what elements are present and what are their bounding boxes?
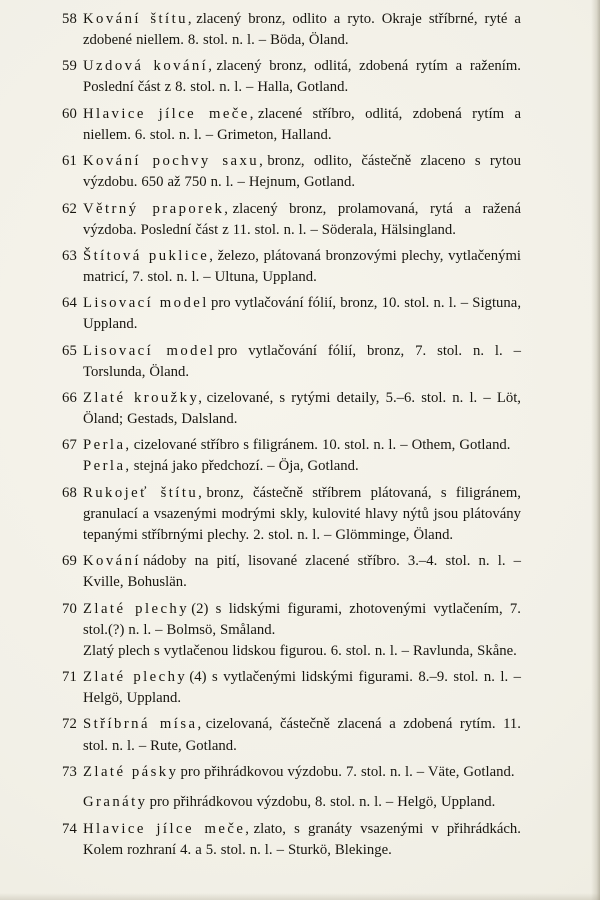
subentry-description: Zlatý plech s vytlačenou lidskou figurou. 6. stol. n. l. – Ravlunda, Skåne. <box>83 642 517 659</box>
catalogue-entry <box>62 56 521 98</box>
catalogue-entry <box>62 667 521 709</box>
entry-number: 65 <box>62 342 77 359</box>
entry-number: 58 <box>62 11 77 27</box>
entry-headword: Štítová puklice, <box>83 247 216 264</box>
entry-number: 74 <box>62 820 77 837</box>
entry-subparagraph <box>83 641 521 662</box>
entry-headword: Větrný praporek, <box>83 200 231 217</box>
entry-headword: Kování pochvy saxu, <box>83 153 266 170</box>
catalogue-entry <box>62 551 521 593</box>
entry-headword: Hlavice jílce meče, <box>83 105 256 122</box>
entry-headword: Kování štítu, <box>83 11 195 27</box>
entry-text <box>83 293 521 335</box>
entry-text <box>83 151 521 193</box>
entry-description: pro vytlačování fólií, bronz, 7. stol. n. l. – Torslunda, Öland. <box>83 342 521 380</box>
catalogue-entry <box>62 388 521 430</box>
entry-text <box>83 341 521 383</box>
scan-edge-right <box>591 0 600 900</box>
entry-headword: Kování <box>83 553 141 570</box>
entry-number: 62 <box>62 200 77 217</box>
subentry-description: pro přihrádkovou výzdobu, 8. stol. n. l. – Helgö, Uppland. <box>149 794 496 811</box>
entry-number: 69 <box>62 553 77 570</box>
entry-description: zlacený bronz, odlito a ryto. Okraje stříbrné, ryté a zdobené niellem. 8. stol. n. l. – Böda, Öland. <box>83 11 521 49</box>
catalogue-entry-list <box>62 9 521 861</box>
catalogue-entry <box>62 341 521 383</box>
catalogue-entry <box>62 104 521 146</box>
entry-headword: Zlaté pásky <box>83 763 179 780</box>
entry-description: cizelovaná, částečně zlacená a zdobená rytím. 11. stol. n. l. – Rute, Gotland. <box>83 716 521 754</box>
subentry-headword: Granáty <box>83 794 148 811</box>
entry-text <box>83 435 521 456</box>
catalogue-entry <box>62 293 521 335</box>
entry-text <box>83 104 521 146</box>
entry-description: pro přihrádkovou výzdobu. 7. stol. n. l. – Väte, Gotland. <box>180 763 515 780</box>
entry-headword: Lisovací model <box>83 342 216 359</box>
entry-headword: Zlaté plechy <box>83 600 189 617</box>
entry-number: 64 <box>62 295 77 312</box>
entry-description: nádoby na pití, lisované zlacené stříbro. 3.–4. stol. n. l. – Kville, Bohuslän. <box>83 553 521 591</box>
entry-number: 59 <box>62 58 77 75</box>
entry-number: 60 <box>62 105 77 122</box>
entry-number: 70 <box>62 600 77 617</box>
scan-edge-bottom <box>0 893 600 900</box>
entry-number: 72 <box>62 716 77 733</box>
entry-number: 68 <box>62 484 77 501</box>
entry-headword: Uzdová kování, <box>83 58 215 75</box>
entry-subparagraph <box>83 456 521 477</box>
entry-text <box>83 9 521 51</box>
entry-description: (4) s vytlačenými lidskými figurami. 8.–9. stol. n. l. – Helgö, Uppland. <box>83 669 521 707</box>
entry-number: 63 <box>62 247 77 264</box>
entry-description: cizelované stříbro s filigránem. 10. stol. n. l. – Othem, Gotland. <box>133 437 511 454</box>
catalogue-entry <box>62 9 521 51</box>
entry-number: 67 <box>62 437 77 454</box>
entry-headword: Rukojeť štítu, <box>83 484 205 501</box>
entry-headword: Perla, <box>83 437 132 454</box>
entry-text <box>83 483 521 546</box>
catalogue-entry <box>62 483 521 546</box>
catalogue-entry <box>62 762 521 814</box>
entry-text <box>83 551 521 593</box>
subentry-headword: Perla, <box>83 458 132 475</box>
entry-text <box>83 388 521 430</box>
entry-headword: Zlaté plechy <box>83 669 188 686</box>
entry-number: 71 <box>62 669 77 686</box>
entry-text <box>83 56 521 98</box>
entry-description: (2) s lidskými figurami, zhotovenými vytlačením, 7. stol.(?) n. l. – Bolmsö, Småland. <box>83 600 521 638</box>
entry-headword: Zlaté kroužky, <box>83 390 205 406</box>
entry-text <box>83 199 521 241</box>
catalogue-entry <box>62 246 521 288</box>
entry-description: zlacený bronz, odlitá, zdobená rytím a ražením. Poslední část z 8. stol. n. l. – Halla, Gotland. <box>83 58 521 96</box>
subentry-description: stejná jako předchozí. – Öja, Gotland. <box>133 458 359 475</box>
entry-description: bronz, částečně stříbrem plátovaná, s filigránem, granulací a vsazenými modrými skly, kulovité hlavy nýtů jsou plátovány tepanými stříbrnými plechy. 2. stol. n. l. – Glömminge, Öland. <box>83 484 521 543</box>
entry-description: bronz, odlito, částečně zlaceno s rytou výzdobu. 650 až 750 n. l. – Hejnum, Gotland. <box>83 153 521 191</box>
catalogue-entry <box>62 151 521 193</box>
entry-description: zlato, s granáty vsazenými v přihrádkách. Kolem rozhraní 4. a 5. stol. n. l. – Sturkö, Blekinge. <box>83 820 521 858</box>
entry-description: železo, plátovaná bronzovými plechy, vytlačenými matricí, 7. stol. n. l. – Ultuna, Uppland. <box>83 247 521 285</box>
entry-text <box>83 762 521 783</box>
entry-headword: Stříbrná mísa, <box>83 716 204 733</box>
entry-description: cizelované, s rytými detaily, 5.–6. stol. n. l. – Löt, Öland; Gestads, Dalsland. <box>83 390 521 428</box>
catalogue-entry <box>62 599 521 662</box>
entry-headword: Hlavice jílce meče, <box>83 820 252 837</box>
catalogue-entry <box>62 435 521 477</box>
catalogue-entry <box>62 199 521 241</box>
entry-text <box>83 714 521 756</box>
entry-number: 73 <box>62 763 77 780</box>
entry-text <box>83 246 521 288</box>
entry-text <box>83 599 521 641</box>
entry-text <box>83 667 521 709</box>
entry-number: 66 <box>62 390 77 406</box>
entry-number: 61 <box>62 153 77 170</box>
entry-subparagraph <box>83 792 521 813</box>
entry-description: zlacený bronz, prolamovaná, rytá a ražená výzdoba. Poslední část z 11. stol. n. l. – Söderala, Hälsingland. <box>83 200 521 238</box>
entry-headword: Lisovací model <box>83 295 209 312</box>
catalogue-entry <box>62 714 521 756</box>
entry-description: zlacené stříbro, odlitá, zdobená rytím a niellem. 6. stol. n. l. – Grimeton, Halland. <box>83 105 521 143</box>
entry-text <box>83 819 521 861</box>
catalogue-entry <box>62 819 521 861</box>
entry-description: pro vytlačování fólií, bronz, 10. stol. n. l. – Sigtuna, Uppland. <box>83 295 522 333</box>
